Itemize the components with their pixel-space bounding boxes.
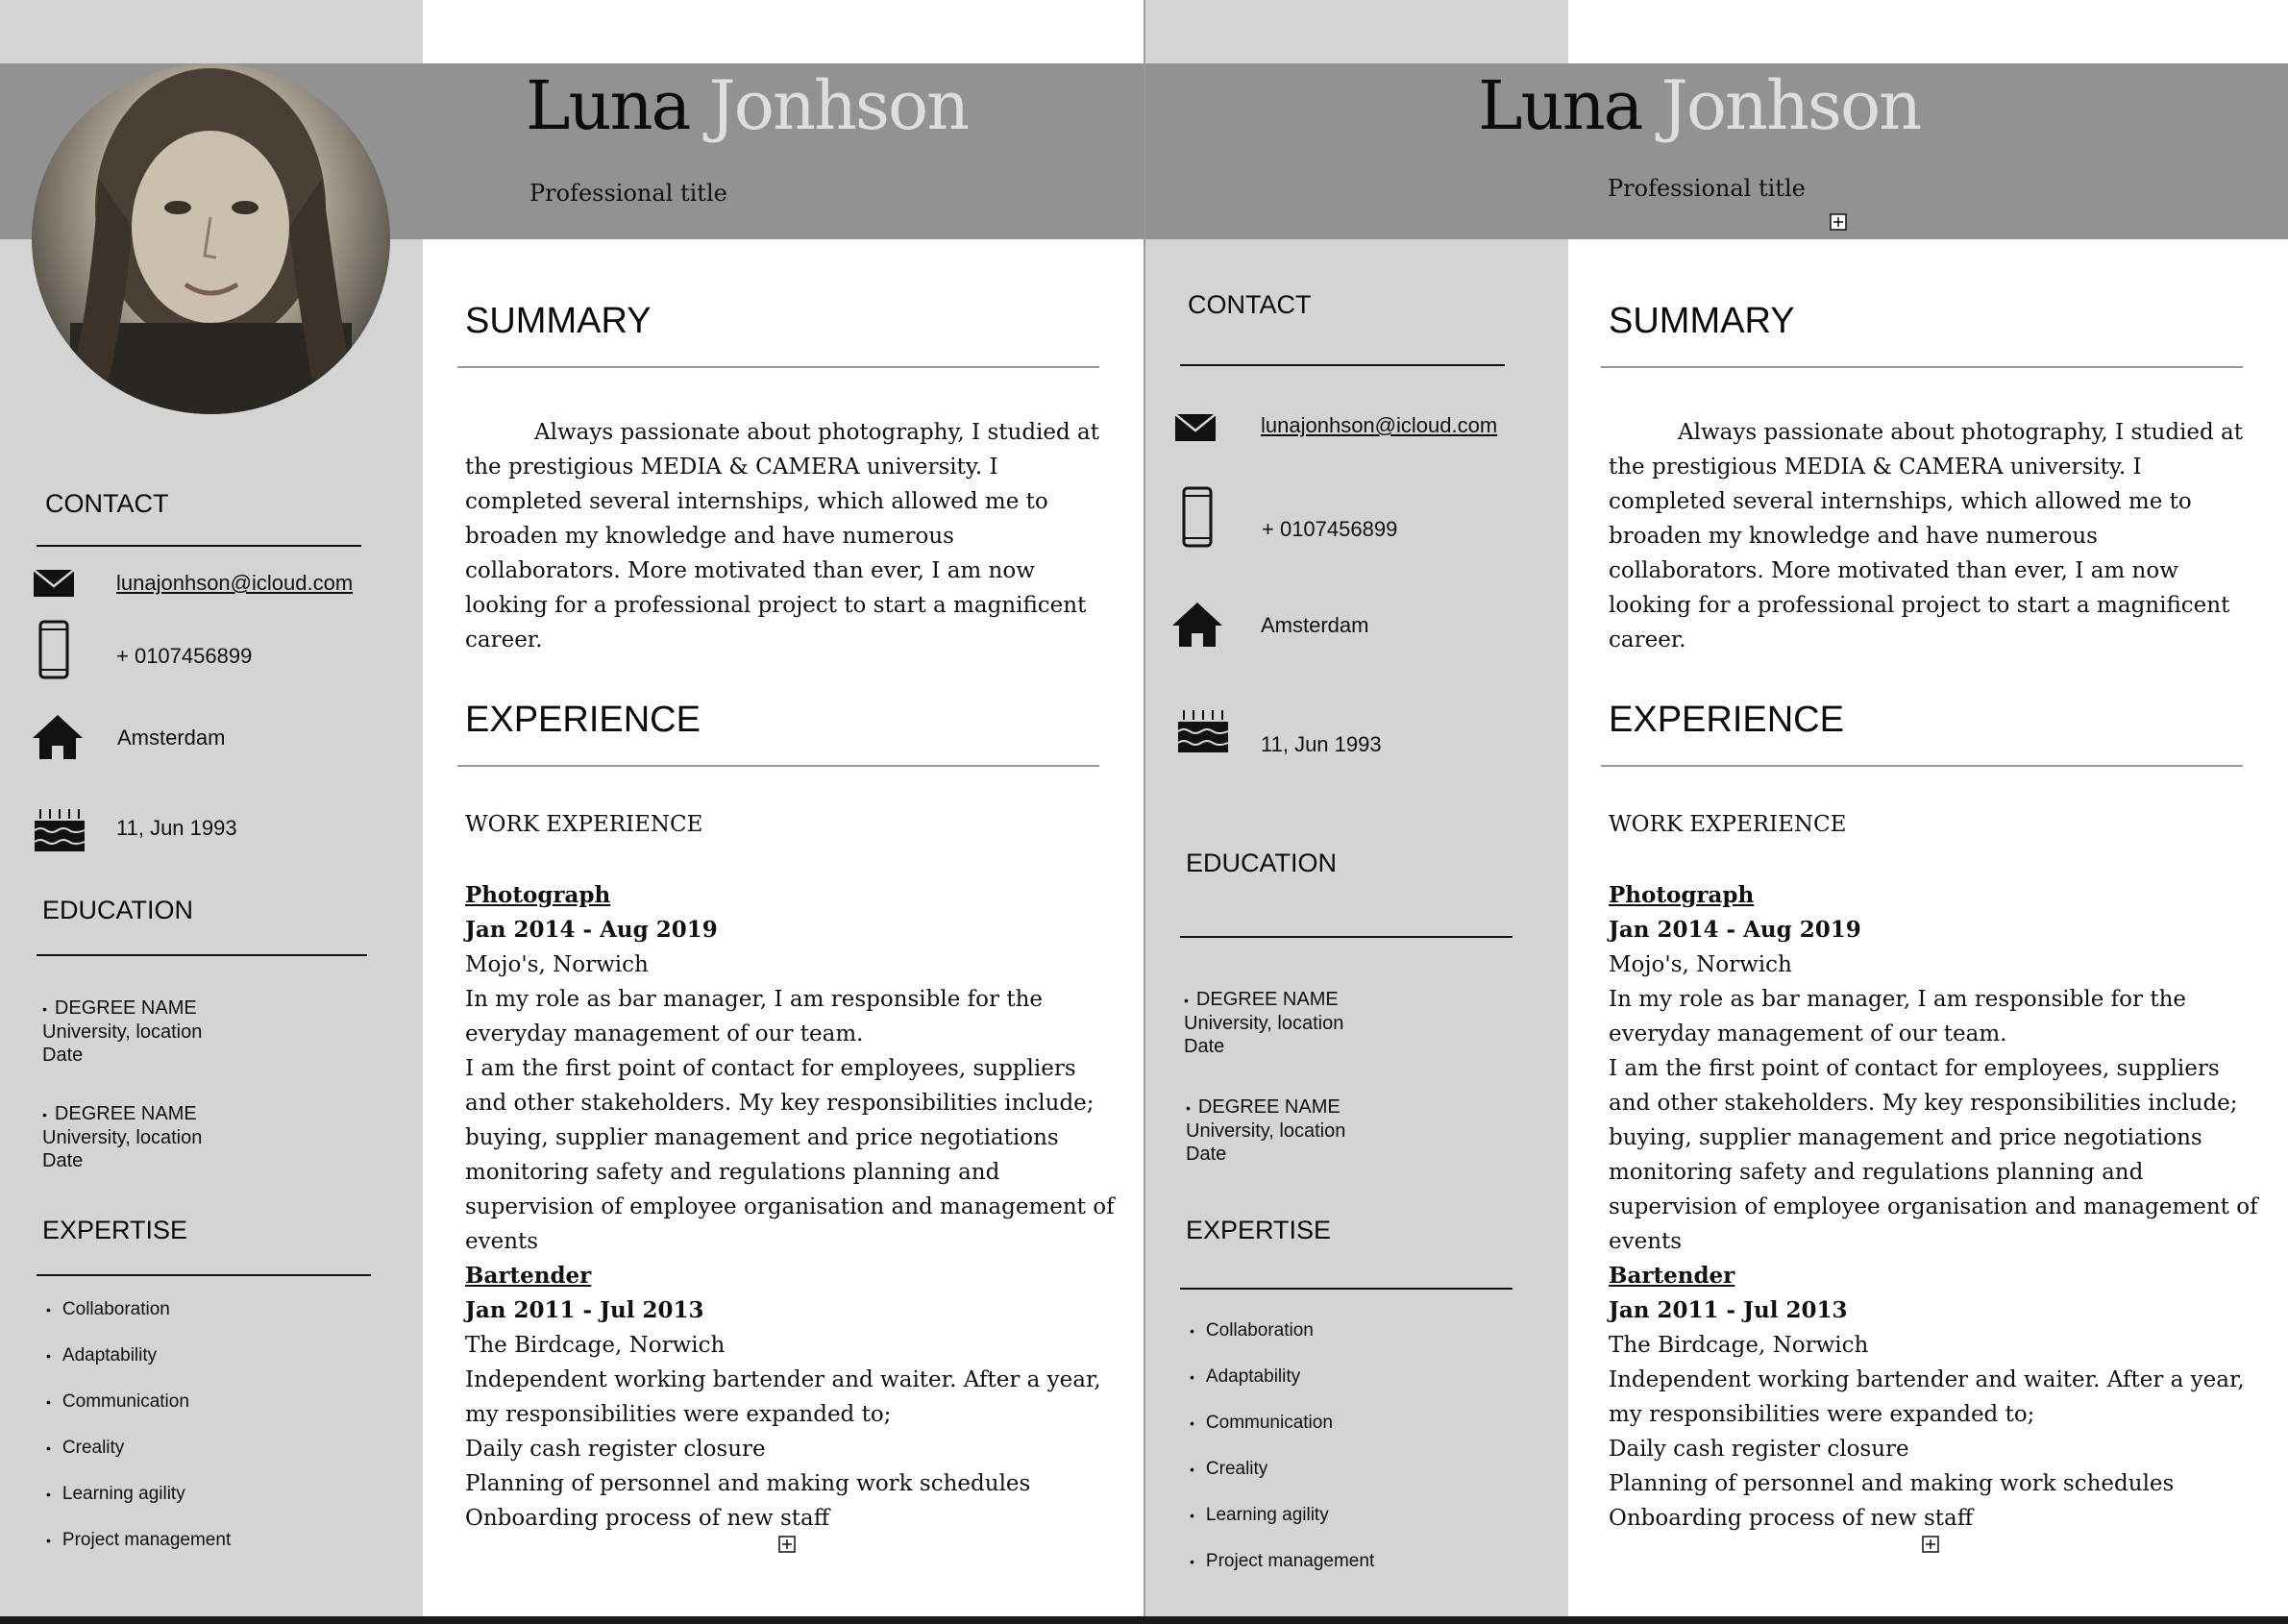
job-line: Independent working bartender and waiter. After a year, my responsibilities were expanded to; (465, 1367, 1101, 1427)
resume-page-2 (1145, 0, 2288, 1618)
list-item: • Adaptability (1190, 1366, 1301, 1387)
degree-name: DEGREE NAME (1195, 989, 1339, 1010)
list-item: • Learning agility (1190, 1505, 1329, 1525)
first-name: Luna (526, 66, 690, 145)
last-name: Jonhson (1661, 66, 1921, 145)
expertise-rule (1180, 1288, 1513, 1290)
list-item: • Collaboration (1190, 1320, 1314, 1341)
bottom-bar (0, 1616, 2288, 1624)
phone-number: + 0107456899 (116, 644, 253, 668)
experience-rule (457, 765, 1099, 767)
professional-title: Professional title (529, 180, 727, 207)
job-line: Daily cash register closure (465, 1437, 766, 1462)
job-place: The Birdcage, Norwich (465, 1333, 726, 1358)
phone-icon (38, 620, 69, 679)
summary-heading: SUMMARY (1609, 301, 1795, 341)
work-experience-subheading: WORK EXPERIENCE (1609, 812, 1847, 837)
job-line: Onboarding process of new staff (465, 1506, 830, 1531)
education-date: Date (42, 1149, 84, 1171)
job-line: In my role as bar manager, I am responsible for the everyday management of our team. (1609, 987, 2186, 1046)
education-heading: EDUCATION (42, 896, 194, 924)
job-place: Mojo's, Norwich (1609, 952, 1792, 977)
top-white-strip (423, 0, 1144, 63)
expertise-heading: EXPERTISE (1186, 1216, 1332, 1244)
job-place: Mojo's, Norwich (465, 952, 649, 977)
list-item: • Collaboration (46, 1299, 170, 1319)
contact-rule (37, 545, 361, 547)
professional-title: Professional title (1608, 175, 1806, 202)
email-link[interactable]: lunajonhson@icloud.com (116, 571, 354, 595)
degree-name: DEGREE NAME (54, 1103, 197, 1124)
education-date: Date (42, 1044, 84, 1066)
degree-name: DEGREE NAME (54, 997, 197, 1019)
job-role: Bartender (1609, 1263, 1735, 1289)
list-item: • Creality (46, 1438, 125, 1458)
full-name (526, 66, 969, 145)
education-date: Date (1186, 1143, 1227, 1165)
experience-heading: EXPERIENCE (1609, 700, 1844, 740)
expertise-heading: EXPERTISE (42, 1216, 188, 1244)
full-name (1478, 66, 1921, 145)
job-line: Independent working bartender and waiter. After a year, my responsibilities were expanded to; (1609, 1367, 2245, 1427)
education-entry: • DEGREE NAME University, location Date (1186, 1096, 1346, 1165)
cake-icon (1176, 708, 1230, 754)
education-entry: • DEGREE NAME University, location Date (42, 1103, 203, 1171)
school: University, location (1184, 1012, 1344, 1034)
phone-number: + 0107456899 (1262, 517, 1398, 541)
job-line: Onboarding process of new staff (1609, 1506, 1974, 1531)
city: Amsterdam (117, 726, 226, 750)
job-role: Photograph (465, 882, 611, 908)
summary-heading: SUMMARY (465, 301, 652, 341)
job-line: Daily cash register closure (1609, 1437, 1909, 1462)
summary-text: Always passionate about photography, I studied at the prestigious MEDIA & CAMERA university. I completed several internships, which allowed me to broaden my knowledge and have numerous collaborators. More motivated than ever, I am now looking for a professional project to start a magnificent career. (1609, 420, 2243, 652)
job-line: Planning of personnel and making work schedules (1609, 1471, 2175, 1496)
list-item: • Learning agility (46, 1484, 185, 1504)
list-item: • Communication (46, 1391, 189, 1412)
summary-text: Always passionate about photography, I studied at the prestigious MEDIA & CAMERA university. I completed several internships, which allowed me to broaden my knowledge and have numerous collaborators. More motivated than ever, I am now looking for a professional project to start a magnificent career. (465, 420, 1099, 652)
home-icon (1170, 601, 1224, 649)
job-dates: Jan 2011 - Jul 2013 (465, 1297, 704, 1323)
city: Amsterdam (1261, 613, 1369, 637)
list-item: • Communication (1190, 1413, 1333, 1433)
job-line: I am the first point of contact for employees, suppliers and other stakeholders. My key responsibilities include; buying, supplier management and price negotiations monitoring safety and regulations planning and supervision of employee organisation and management of events (465, 1056, 1115, 1254)
education-entry: • DEGREE NAME University, location Date (1184, 989, 1344, 1057)
last-name: Jonhson (708, 66, 969, 145)
job-role: Bartender (465, 1263, 592, 1289)
add-box-icon[interactable] (1830, 213, 1847, 231)
job-role: Photograph (1609, 882, 1755, 908)
add-box-icon[interactable] (778, 1536, 796, 1553)
list-item: • Adaptability (46, 1345, 158, 1366)
list-item: • Project management (46, 1530, 232, 1550)
contact-heading: CONTACT (1188, 290, 1312, 319)
summary-rule (1601, 366, 2243, 368)
jobs (465, 878, 1119, 1536)
expertise-rule (37, 1274, 371, 1276)
expertise-list (46, 1299, 231, 1576)
phone-icon (1182, 486, 1213, 548)
job-line: Planning of personnel and making work schedules (465, 1471, 1031, 1496)
summary-rule (457, 366, 1099, 368)
education-entry: • DEGREE NAME University, location Date (42, 997, 203, 1066)
school: University, location (1186, 1120, 1346, 1142)
contact-rule (1180, 364, 1505, 366)
jobs (1609, 878, 2262, 1536)
home-icon (31, 713, 85, 761)
job-line: I am the first point of contact for employees, suppliers and other stakeholders. My key responsibilities include; buying, supplier management and price negotiations monitoring safety and regulations planning and supervision of employee organisation and management of events (1609, 1056, 2258, 1254)
school: University, location (42, 1021, 203, 1043)
experience-heading: EXPERIENCE (465, 700, 701, 740)
add-box-icon[interactable] (1922, 1536, 1939, 1553)
contact-heading: CONTACT (45, 489, 169, 518)
job-dates: Jan 2011 - Jul 2013 (1609, 1297, 1848, 1323)
job-line: In my role as bar manager, I am responsible for the everyday management of our team. (465, 987, 1043, 1046)
education-date: Date (1184, 1035, 1225, 1057)
experience-rule (1601, 765, 2243, 767)
education-rule (1180, 936, 1513, 938)
work-experience-subheading: WORK EXPERIENCE (465, 812, 703, 837)
cake-icon (33, 807, 86, 853)
education-heading: EDUCATION (1186, 849, 1338, 877)
education-rule (37, 954, 367, 956)
first-name: Luna (1478, 66, 1642, 145)
envelope-icon (33, 569, 75, 598)
top-white-strip (1568, 0, 2288, 63)
job-place: The Birdcage, Norwich (1609, 1333, 1869, 1358)
birthday: 11, Jun 1993 (116, 816, 237, 840)
portrait-image (32, 63, 390, 414)
list-item: • Project management (1190, 1551, 1375, 1571)
profile-photo[interactable] (32, 63, 390, 414)
email-link[interactable]: lunajonhson@icloud.com (1261, 413, 1498, 437)
envelope-icon (1174, 413, 1217, 442)
list-item: • Creality (1190, 1459, 1268, 1479)
degree-name: DEGREE NAME (1197, 1096, 1341, 1118)
job-dates: Jan 2014 - Aug 2019 (1609, 917, 1861, 943)
birthday: 11, Jun 1993 (1261, 732, 1382, 756)
expertise-list (1190, 1320, 1374, 1597)
resume-page-1 (0, 0, 1144, 1618)
school: University, location (42, 1126, 203, 1148)
job-dates: Jan 2014 - Aug 2019 (465, 917, 718, 943)
